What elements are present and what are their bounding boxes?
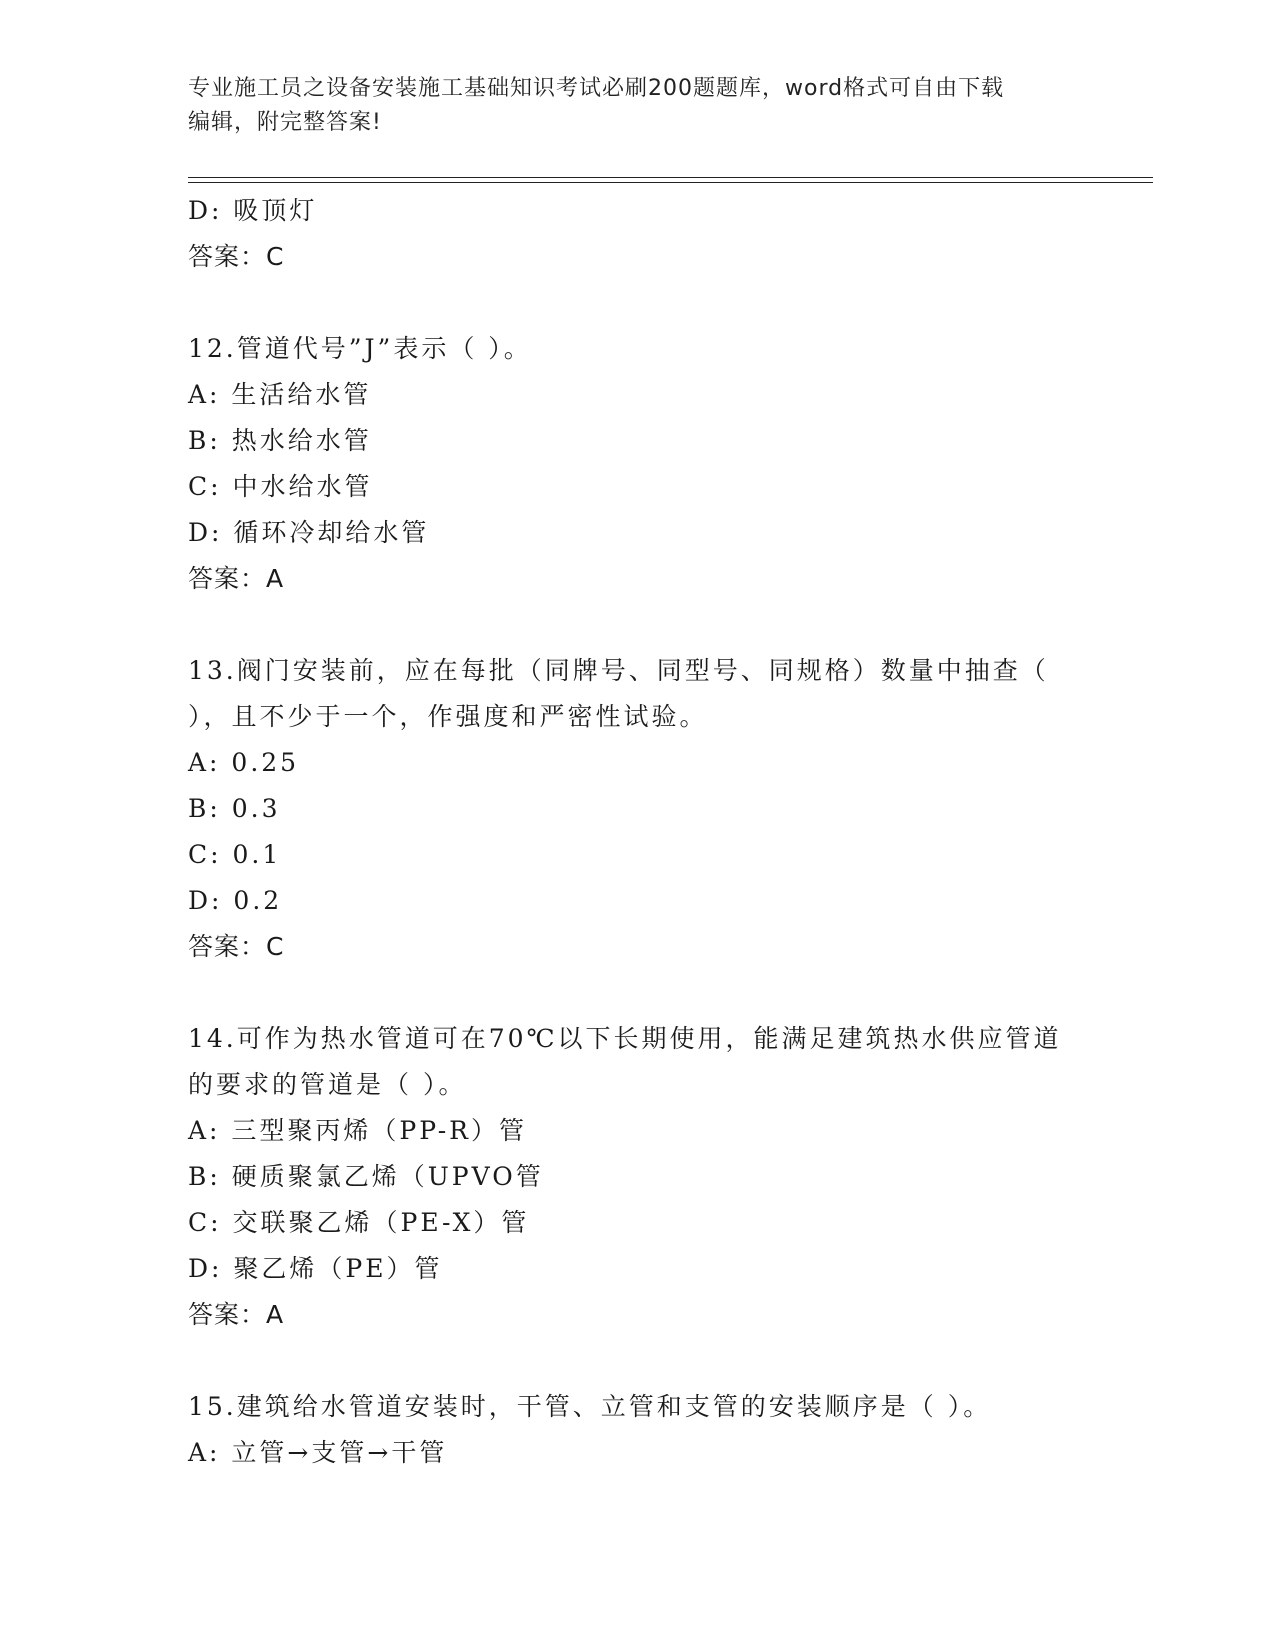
answer-label: 答案：A [188, 1300, 285, 1329]
option-b: B: 0.3 [188, 794, 281, 823]
answer-label: 答案：C [188, 932, 285, 961]
option-a: A: 生活给水管 [188, 380, 372, 409]
option-d: D: 吸顶灯 [188, 196, 318, 225]
option-a: A: 三型聚丙烯（PP-R）管 [188, 1116, 527, 1145]
header-title-line-2: 编辑，附完整答案! [188, 110, 382, 135]
answer-label: 答案：A [188, 564, 285, 593]
question-block-11-tail [188, 188, 1088, 280]
option-b: B: 硬质聚氯乙烯（UPVO管 [188, 1162, 544, 1191]
option-a: A: 0.25 [188, 748, 300, 777]
option-c: C: 交联聚乙烯（PE-X）管 [188, 1208, 530, 1237]
question-stem: 12.管道代号”J”表示（ ）。 [188, 334, 532, 363]
option-b: B: 热水给水管 [188, 426, 372, 455]
header-title-line-1: 专业施工员之设备安装施工基础知识考试必刷200题题库，word格式可自由下载 [188, 76, 1005, 101]
question-stem-line-2: 的要求的管道是（ ）。 [188, 1070, 467, 1099]
document-header [188, 72, 1088, 140]
question-list [188, 188, 1088, 1476]
question-block-13 [188, 648, 1088, 970]
option-c: C: 0.1 [188, 840, 282, 869]
header-divider-top [188, 177, 1153, 178]
option-c: C: 中水给水管 [188, 472, 373, 501]
question-block-12 [188, 326, 1088, 602]
option-d: D: 循环冷却给水管 [188, 518, 430, 547]
question-stem-line-1: 13.阀门安装前，应在每批（同牌号、同型号、同规格）数量中抽查（ [188, 656, 1049, 685]
question-stem-line-1: 14.可作为热水管道可在70℃以下长期使用，能满足建筑热水供应管道 [188, 1024, 1062, 1053]
option-d: D: 0.2 [188, 886, 283, 915]
option-a: A: 立管→支管→干管 [188, 1438, 448, 1467]
option-d: D: 聚乙烯（PE）管 [188, 1254, 443, 1283]
question-stem: 15.建筑给水管道安装时，干管、立管和支管的安装顺序是（ ）。 [188, 1392, 992, 1421]
question-block-15 [188, 1384, 1088, 1476]
header-divider-bottom [188, 182, 1153, 183]
answer-label: 答案：C [188, 242, 285, 271]
question-stem-line-2: ），且不少于一个，作强度和严密性试验。 [188, 702, 708, 731]
question-block-14 [188, 1016, 1088, 1338]
